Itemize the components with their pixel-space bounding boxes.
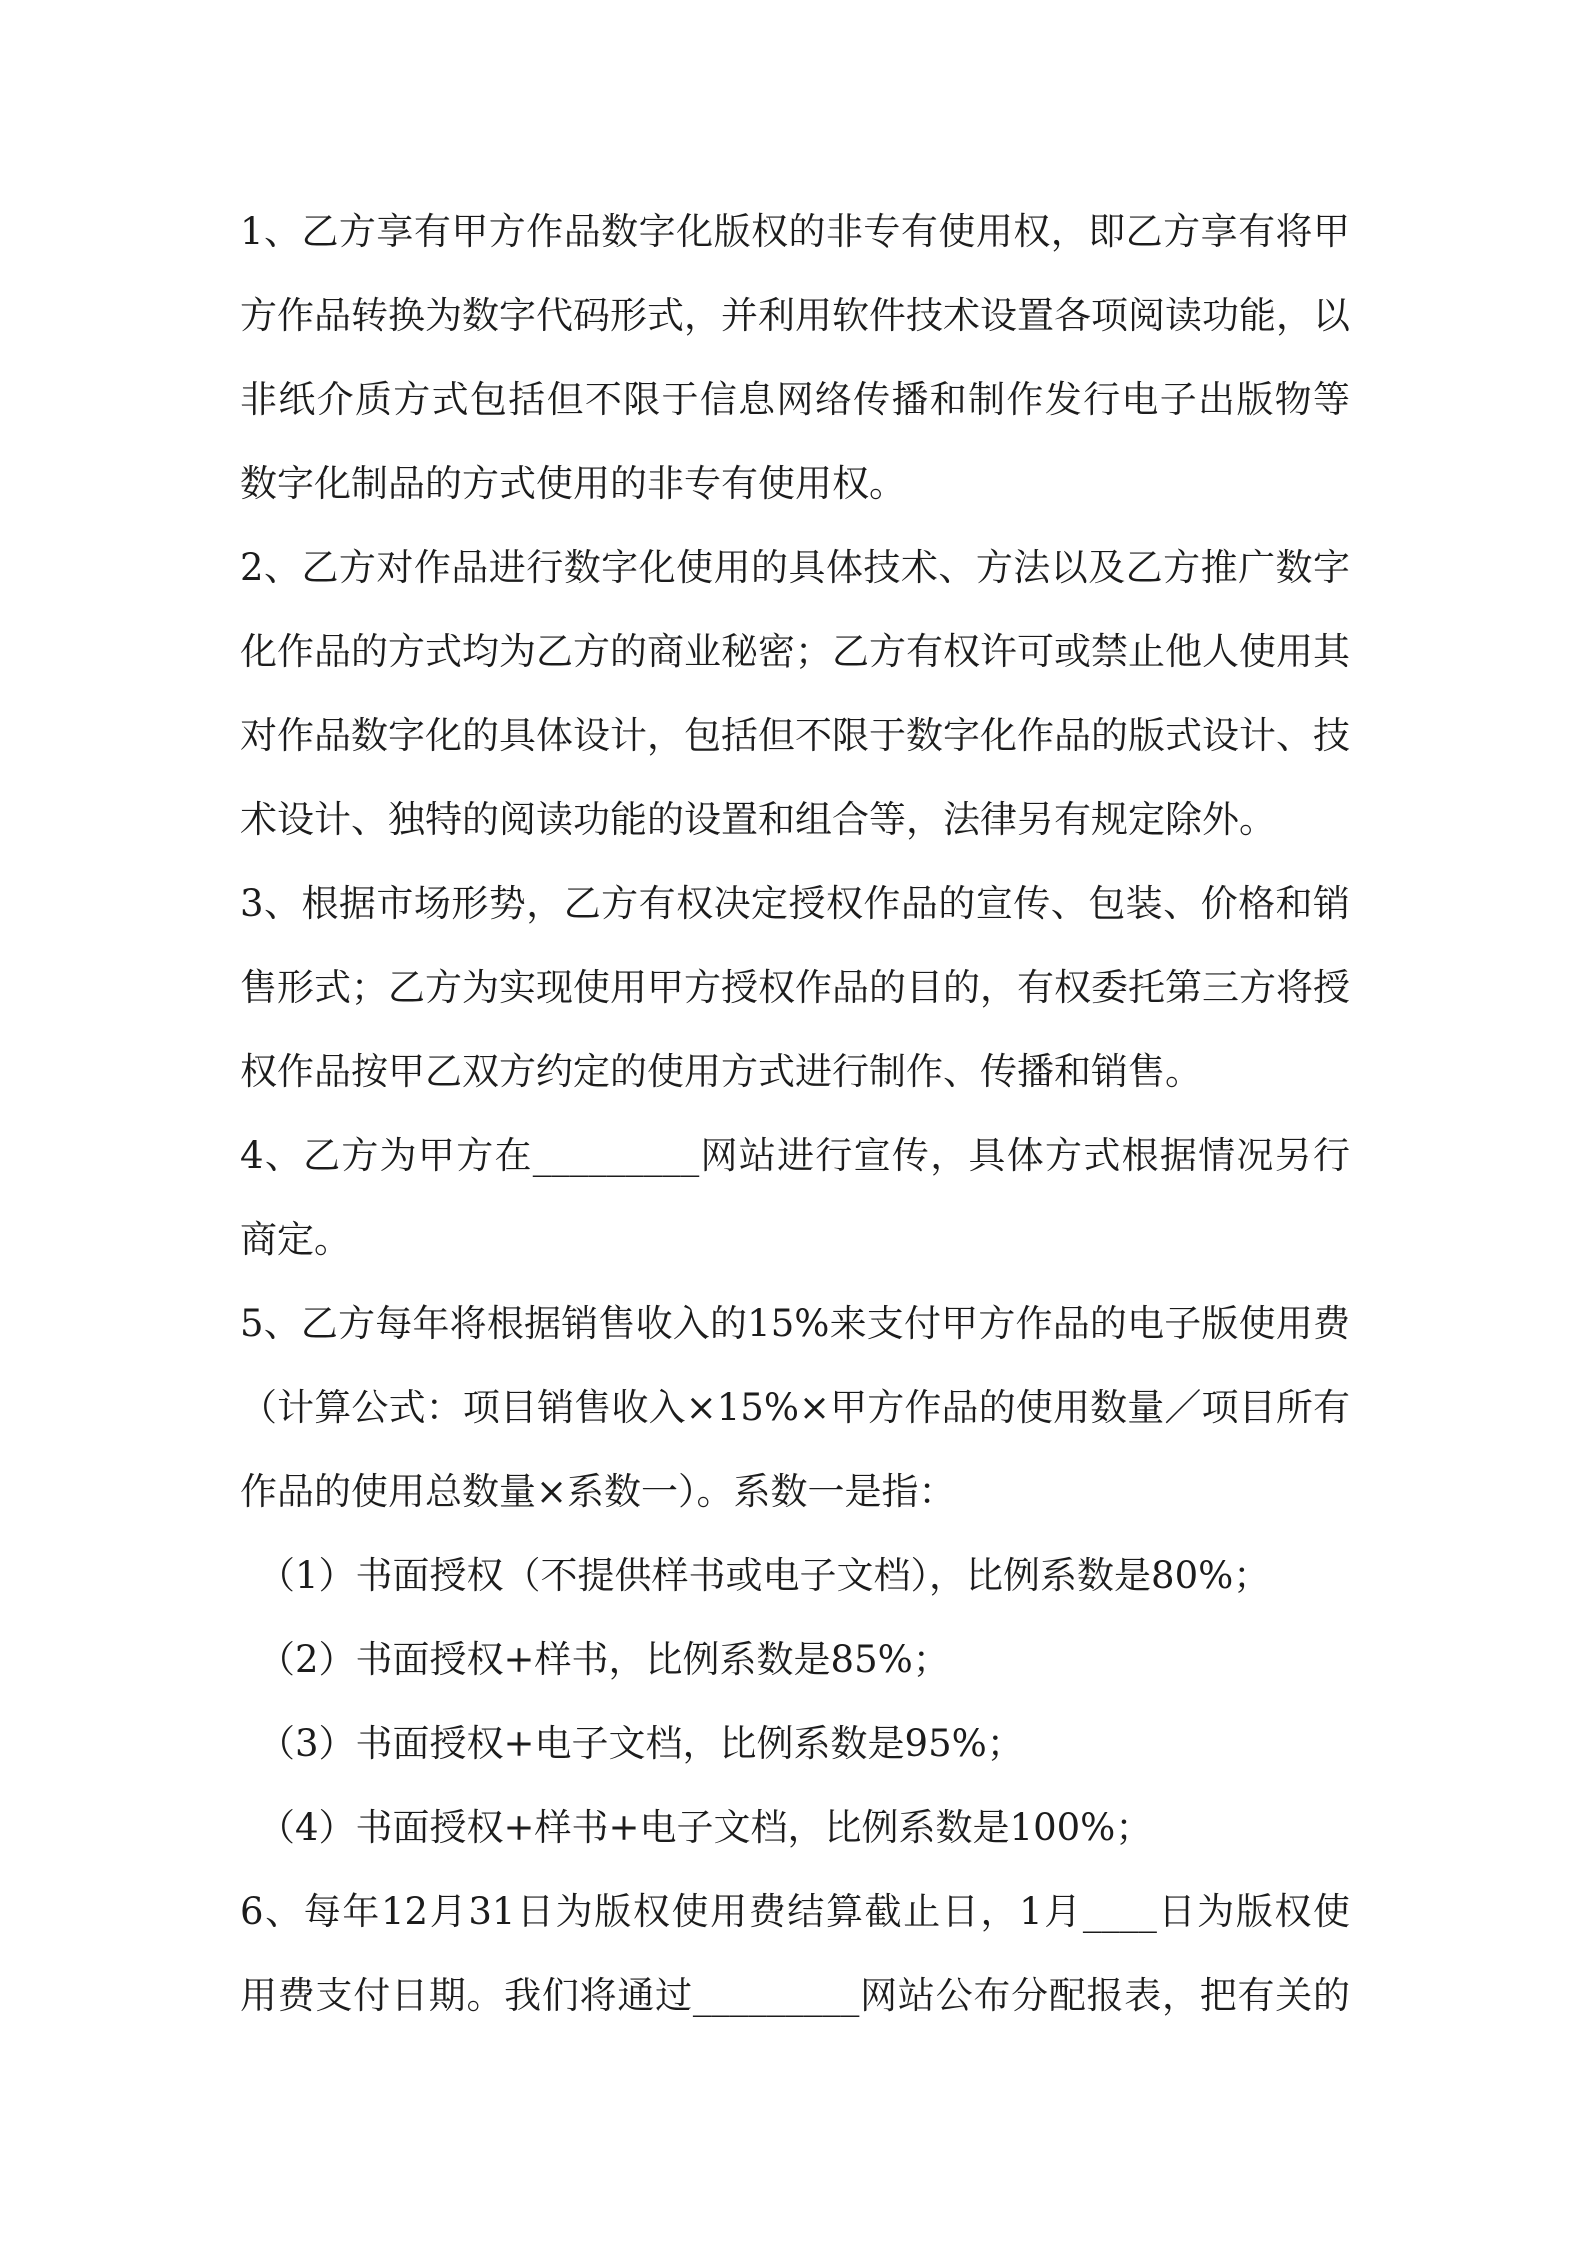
document-body <box>240 190 1350 2038</box>
clause-6-line-2: 用费支付日期。我们将通过_________网站公布分配报表，把有关的 <box>240 1974 1350 2017</box>
clause-2-line-2: 化作品的方式均为乙方的商业秘密；乙方有权许可或禁止他人使用其 <box>240 630 1350 673</box>
clause-3-line-2: 售形式；乙方为实现使用甲方授权作品的目的，有权委托第三方将授 <box>240 966 1350 1009</box>
clause-2-line-3: 对作品数字化的具体设计，包括但不限于数字化作品的版式设计、技 <box>240 714 1350 757</box>
clause-4-line-2: 商定。 <box>240 1218 351 1261</box>
clause-5-line-1: 5、乙方每年将根据销售收入的15%来支付甲方作品的电子版使用费 <box>240 1302 1350 1345</box>
clause-3-line-3: 权作品按甲乙双方约定的使用方式进行制作、传播和销售。 <box>240 1050 1202 1093</box>
coefficient-item-4: （4）书面授权+样书+电子文档，比例系数是100%； <box>258 1806 1153 1849</box>
clause-2-line-4: 术设计、独特的阅读功能的设置和组合等，法律另有规定除外。 <box>240 798 1276 841</box>
clause-5-line-3: 作品的使用总数量×系数一）。系数一是指： <box>240 1470 956 1513</box>
clause-1-line-2: 方作品转换为数字代码形式，并利用软件技术设置各项阅读功能，以 <box>240 294 1350 337</box>
clause-1-line-4: 数字化制品的方式使用的非专有使用权。 <box>240 462 906 505</box>
clause-6-line-1: 6、每年12月31日为版权使用费结算截止日，1月____日为版权使 <box>240 1890 1350 1933</box>
clause-3-line-1: 3、根据市场形势，乙方有权决定授权作品的宣传、包装、价格和销 <box>240 882 1350 925</box>
coefficient-item-1: （1）书面授权（不提供样书或电子文档），比例系数是80%； <box>258 1554 1271 1597</box>
clause-1-line-3: 非纸介质方式包括但不限于信息网络传播和制作发行电子出版物等 <box>240 378 1350 421</box>
clause-4-line-1: 4、乙方为甲方在_________网站进行宣传，具体方式根据情况另行 <box>240 1134 1350 1177</box>
coefficient-item-2: （2）书面授权+样书，比例系数是85%； <box>258 1638 950 1681</box>
clause-2-line-1: 2、乙方对作品进行数字化使用的具体技术、方法以及乙方推广数字 <box>240 546 1350 589</box>
clause-1-line-1: 1、乙方享有甲方作品数字化版权的非专有使用权，即乙方享有将甲 <box>240 210 1350 253</box>
coefficient-item-3: （3）书面授权+电子文档，比例系数是95%； <box>258 1722 1024 1765</box>
clause-5-line-2: （计算公式：项目销售收入×15%×甲方作品的使用数量／项目所有 <box>240 1386 1350 1429</box>
